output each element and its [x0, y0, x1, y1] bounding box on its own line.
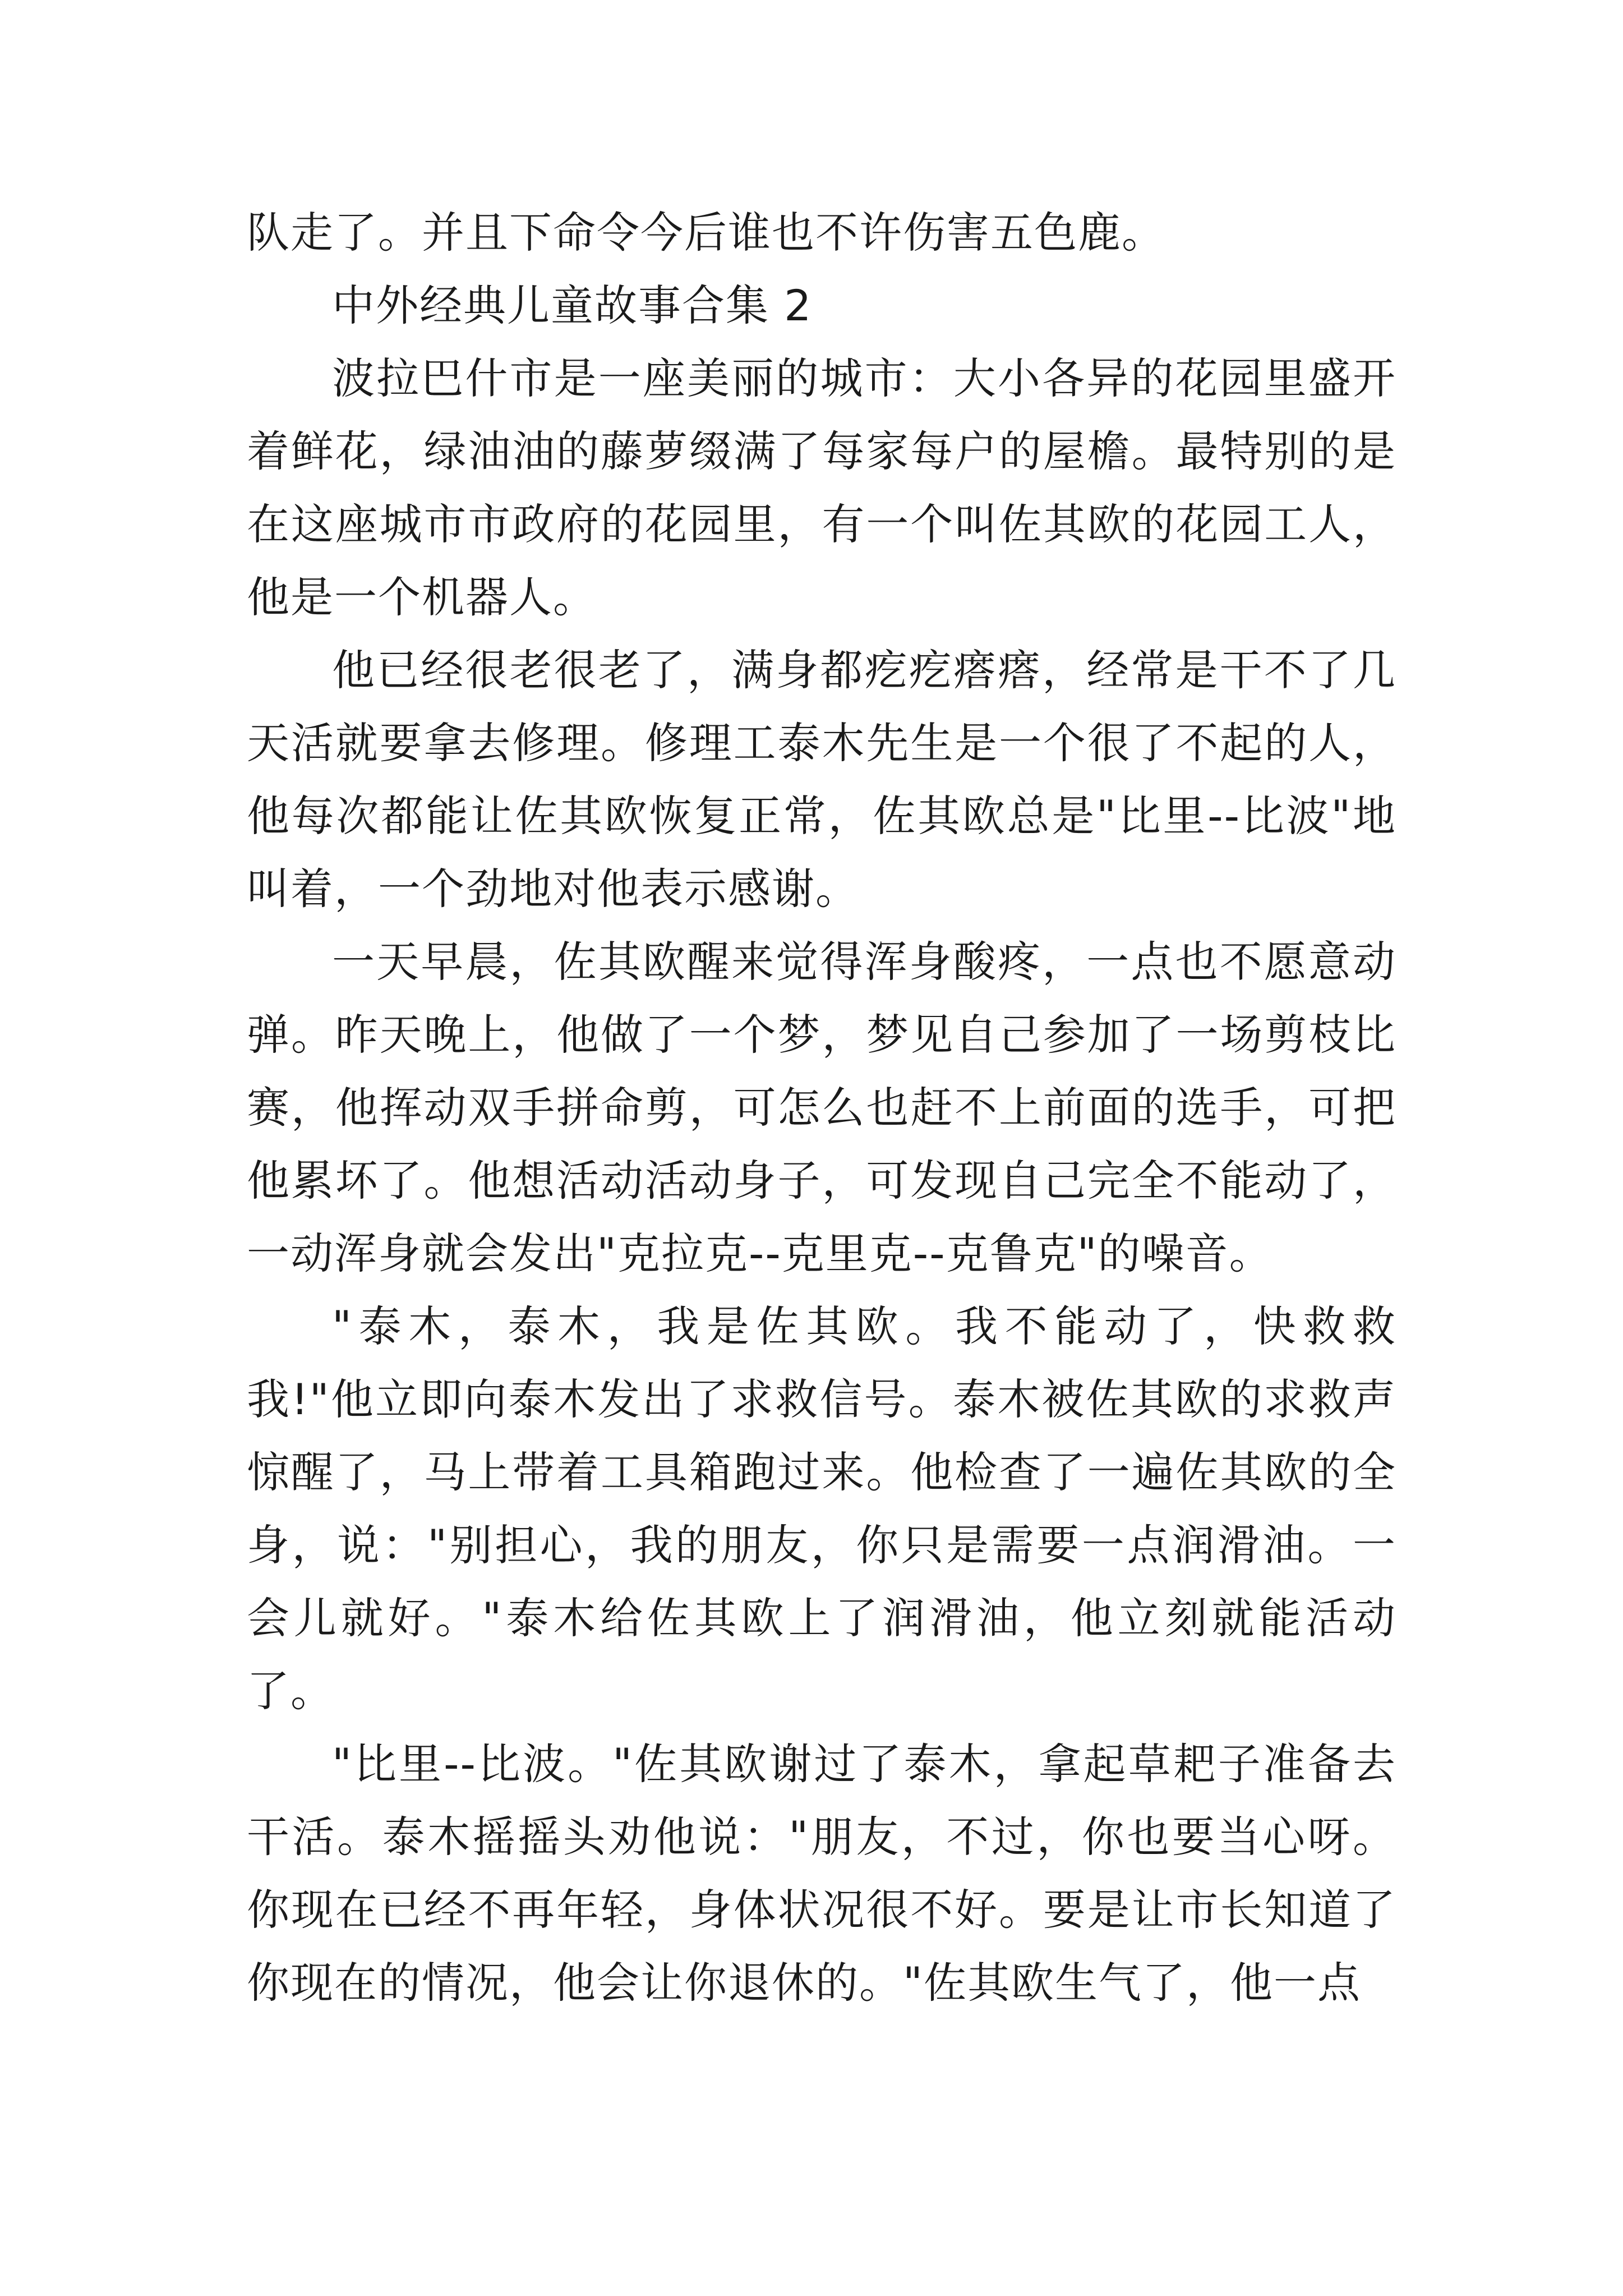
paragraph: 一天早晨，佐其欧醒来觉得浑身酸疼，一点也不愿意动弹。昨天晚上，他做了一个梦，梦见自己参加了一场剪枝比赛，他挥动双手拼命剪，可怎么也赶不上前面的选手，可把他累坏了。他想活动活动身子，可发现自己完全不能动了，一动浑身就会发出"克拉克--克里克--克鲁克"的噪音。	[247, 937, 1396, 1278]
paragraph: "比里--比波。"佐其欧谢过了泰木，拿起草耙子准备去干活。泰木摇摇头劝他说："朋友，不过，你也要当心呀。你现在已经不再年轻，身体状况很不好。要是让市长知道了你现在的情况，他会让你退休的。"佐其欧生气了，他一点	[247, 1739, 1396, 2008]
paragraph-continuation: 队走了。并且下命令今后谁也不许伤害五色鹿。	[247, 208, 1165, 257]
section-heading: 中外经典儿童故事合集 2	[332, 280, 813, 330]
paragraph: 波拉巴什市是一座美丽的城市：大小各异的花园里盛开着鲜花，绿油油的藤萝缀满了每家每户的屋檐。最特别的是在这座城市市政府的花园里，有一个叫佐其欧的花园工人，他是一个机器人。	[247, 353, 1396, 622]
document-body	[247, 196, 1396, 2019]
paragraph: 他已经很老很老了，满身都疙疙瘩瘩，经常是干不了几天活就要拿去修理。修理工泰木先生是一个很了不起的人，他每次都能让佐其欧恢复正常，佐其欧总是"比里--比波"地叫着，一个劲地对他表示感谢。	[247, 645, 1396, 914]
paragraph: "泰木，泰木，我是佐其欧。我不能动了，快救救我!"他立即向泰木发出了求救信号。泰木被佐其欧的求救声惊醒了，马上带着工具箱跑过来。他检查了一遍佐其欧的全身，说："别担心，我的朋友，你只是需要一点润滑油。一会儿就好。"泰木给佐其欧上了润滑油，他立刻就能活动了。	[247, 1301, 1396, 1716]
